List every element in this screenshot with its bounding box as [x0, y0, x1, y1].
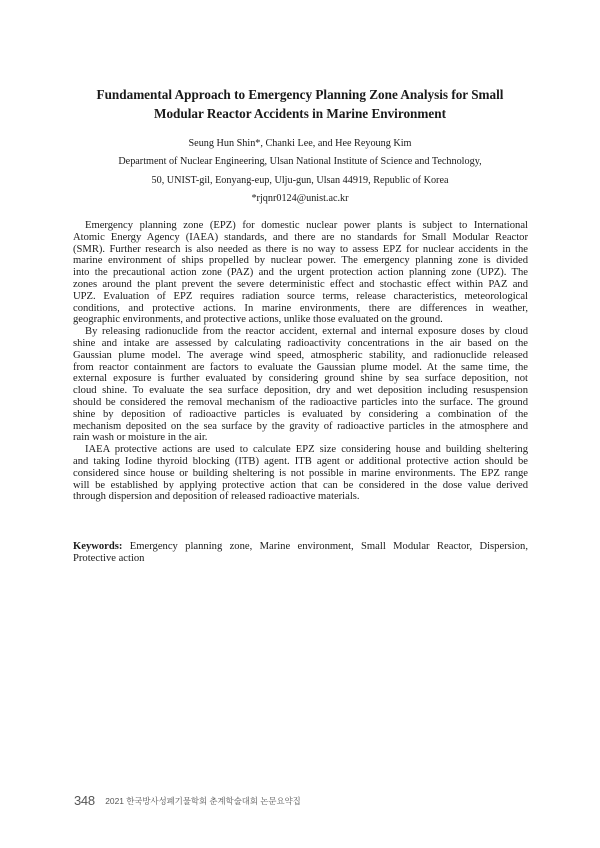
text-line: zones around the plant prevent the severe deterministic effect and stochastic effect within PAZ and [73, 278, 528, 290]
paragraph-3 [73, 444, 528, 503]
text-line: through dispersion and deposition of released radioactive materials. [73, 491, 360, 503]
text-line: UPZ. Evaluation of EPZ requires radiation source terms, release characteristics, meteorological [73, 290, 528, 302]
text-line: (SMR). Further research is also needed as there is no way to assess EPZ for nuclear accidents in the [73, 243, 528, 255]
keywords-line-1 [73, 541, 528, 553]
text-line: Atomic Energy Agency (IAEA) standards, and there are no standards for Small Modular Reactor [73, 231, 528, 243]
abstract-body [73, 220, 528, 503]
text-line: IAEA protective actions are used to calculate EPZ size considering house and building sheltering [85, 444, 528, 456]
text-line: marine environment of ships propelled by nuclear power. The emergency planning zone is divided [73, 255, 528, 267]
affiliation-line-1: Department of Nuclear Engineering, Ulsan National Institute of Science and Technology, [118, 156, 482, 167]
text-line: external exposure is further evaluated by considering ground shine by sea surface deposition, not [73, 373, 528, 385]
text-line: Emergency planning zone (EPZ) for domestic nuclear power plants is subject to International [85, 220, 528, 231]
text-line: By releasing radionuclide from the reactor accident, external and internal exposure doses by cloud [85, 326, 528, 338]
text-line: conditions, and protective actions. In marine environments, there are differences in weather, [73, 302, 528, 314]
text-line: cloud shine. To evaluate the sea surface deposition, dry and wet deposition including resuspension [73, 385, 528, 397]
keywords-text-1: Emergency planning zone, Marine environment, Small Modular Reactor, Dispersion, [129, 541, 528, 552]
text-line: and taking Iodine thyroid blocking (ITB) agent. ITB agent or additional protective action should be [73, 455, 528, 467]
paper-title [60, 85, 540, 123]
text-line: considered since house or building sheltering is not possible in marine environments. The EPZ range [73, 467, 528, 479]
keywords-block [73, 541, 528, 565]
page-footer [74, 792, 301, 810]
text-line: Gaussian plume model. The average wind speed, atmospheric stability, and radionuclide released [73, 349, 528, 361]
text-line: from reactor containment are factors to evaluate the Gaussian plume model. At the same time, the [73, 361, 528, 373]
author-email: *rjqnr0124@unist.ac.kr [251, 193, 349, 204]
text-line: should be considered the removal mechanism of the radioactive particles into the surface. The ground [73, 396, 528, 408]
text-line: mechanism deposited on the sea surface by the gravity of radioactive particles in the atmosphere and [73, 420, 528, 432]
text-line: into the precautional action zone (PAZ) and the urgent protection action planning zone (UPZ). The [73, 267, 528, 279]
paragraph-1 [73, 220, 528, 326]
title-line-2: Modular Reactor Accidents in Marine Environment [154, 106, 446, 121]
text-line: rain wash or moisture in the air. [73, 432, 208, 444]
text-line: geographic environments, and protective actions, unlike those evaluated on the ground. [73, 314, 443, 326]
text-line: shine and intake are assessed by calculating radioactivity concentrations in the air based on the [73, 337, 528, 349]
authors: Seung Hun Shin*, Chanki Lee, and Hee Reyoung Kim [188, 138, 412, 149]
paragraph-2 [73, 326, 528, 444]
keywords-label: Keywords: [73, 541, 123, 552]
text-line: shine by deposition of radioactive particles is evaluated by considering a combination of the [73, 408, 528, 420]
title-line-1: Fundamental Approach to Emergency Planning Zone Analysis for Small [96, 87, 504, 102]
affiliation-line-2: 50, UNIST-gil, Eonyang-eup, Ulju-gun, Ulsan 44919, Republic of Korea [151, 175, 449, 186]
publication-name: 2021 한국방사성폐기물학회 춘계학술대회 논문요약집 [105, 796, 301, 806]
keywords-text-2: Protective action [73, 552, 145, 564]
page-number: 348 [74, 793, 95, 808]
text-line: will be established by applying protective action that can be considered in the dose value derived [73, 479, 528, 491]
